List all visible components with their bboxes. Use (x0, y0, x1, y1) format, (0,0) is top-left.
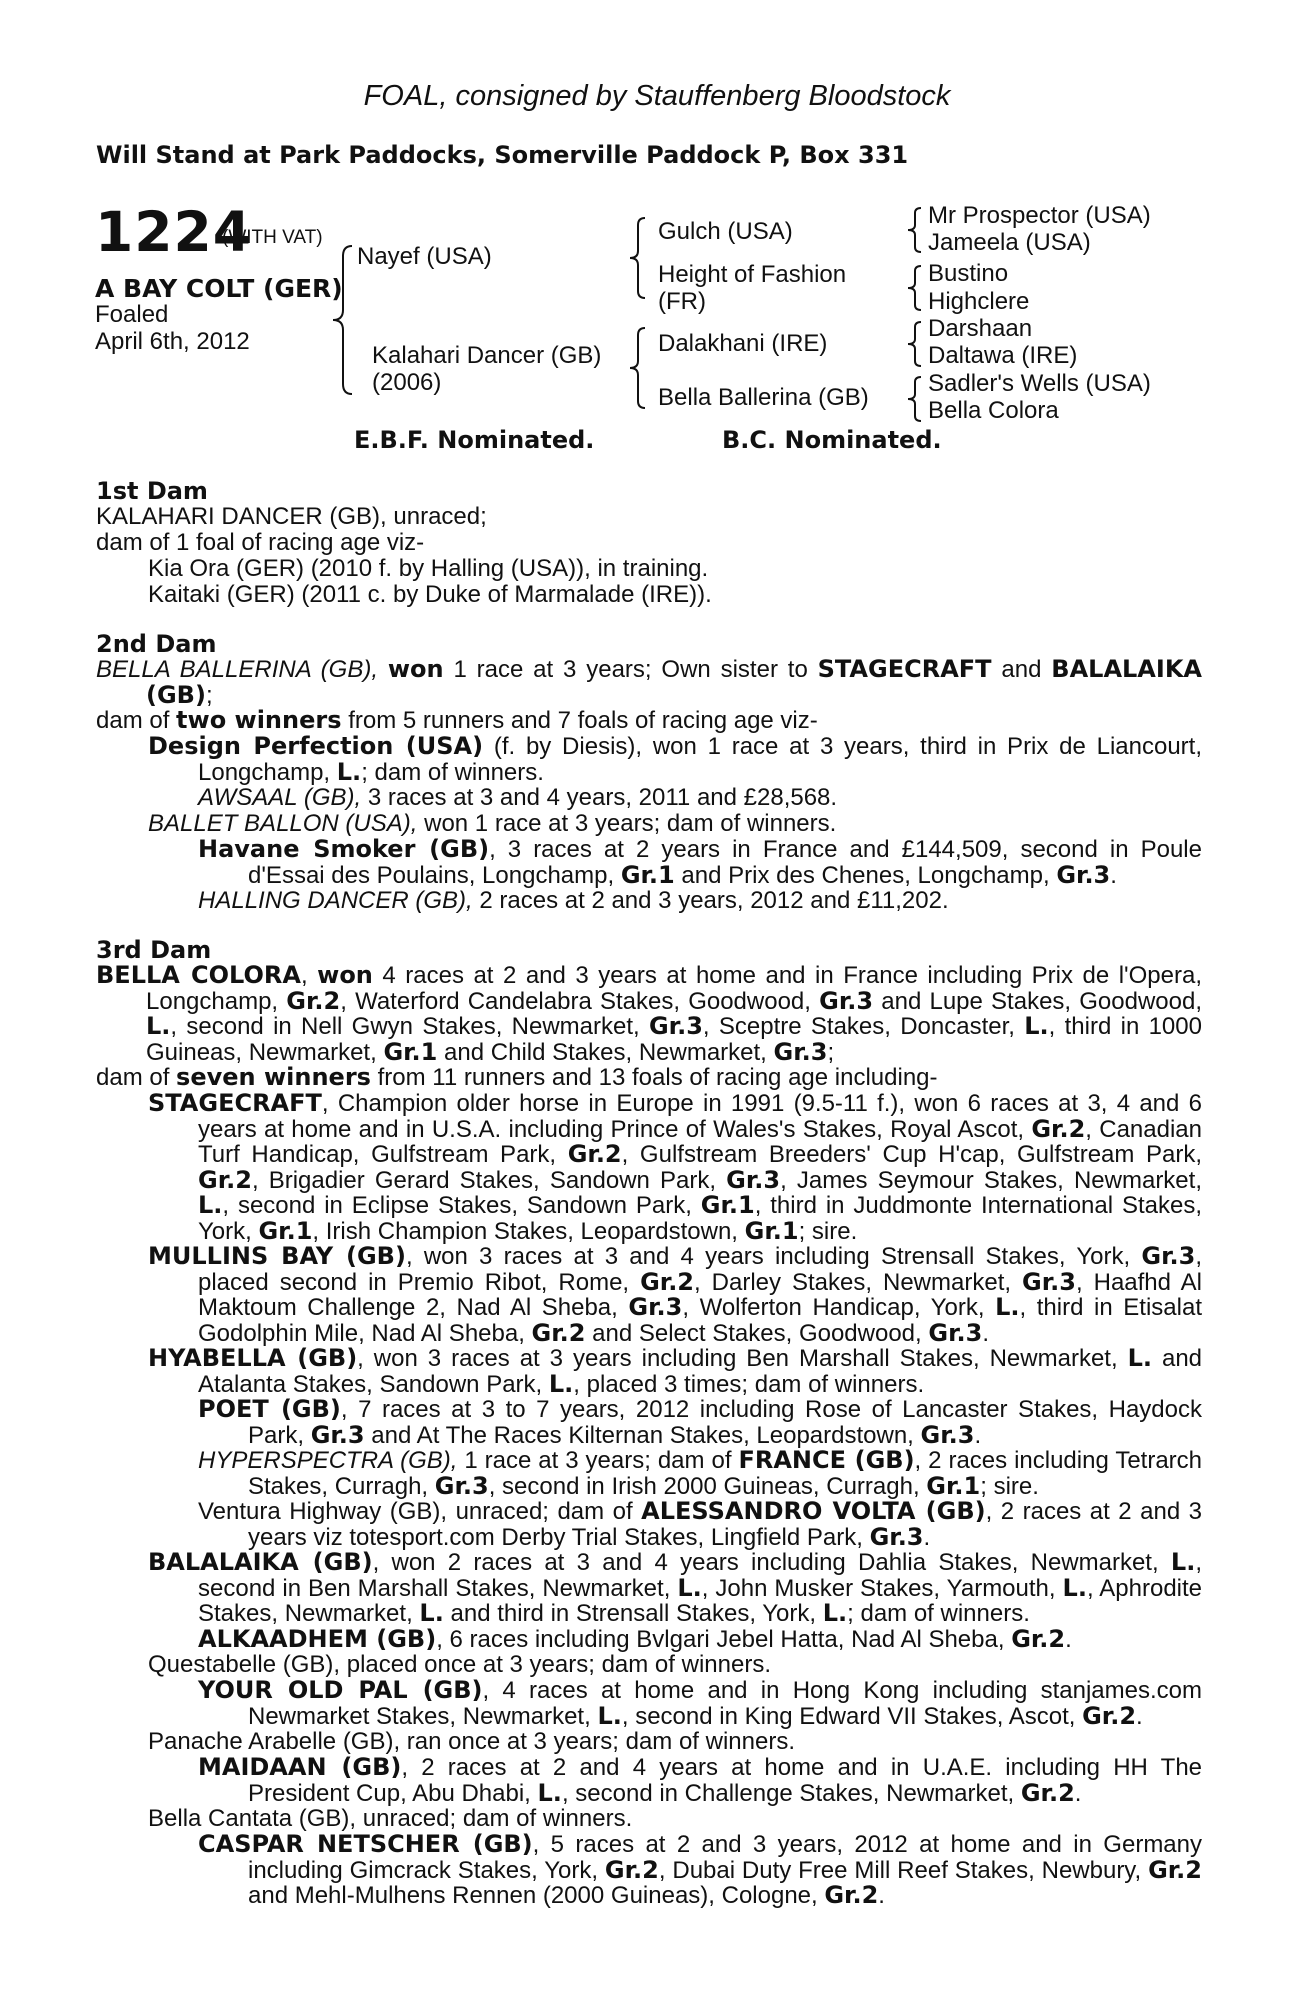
pedigree-brace-dam (627, 326, 649, 410)
third-dam-heading: 3rd Dam (96, 936, 212, 964)
pedigree-table (0, 0, 1314, 460)
sire-dam: Height of Fashion (658, 261, 847, 288)
dam: Kalahari Dancer (GB) (372, 342, 602, 369)
foaled-date: April 6th, 2012 (95, 328, 250, 355)
ancestor-daltawa: Daltawa (IRE) (928, 342, 1078, 369)
dam-sire: Dalakhani (IRE) (658, 330, 828, 357)
produce-mullins-bay: MULLINS BAY (GB), won 3 races at 3 and 4 years including Strensall Stakes, York, Gr.3, placed second in Premio Ribot, Rome, Gr.2, Darley Stakes, Newmarket, Gr.3, Haafhd Al Maktoum Challenge 2, Nad Al Sheba, Gr.3, Wolferton Handicap, York, L., third in Etisalat Godolphin Mile, Nad Al Sheba, Gr.2 and Select Stakes, Goodwood, Gr.3. (148, 1242, 1203, 1347)
third-dam-produce-summary: dam of seven winners from 11 runners and 13 foals of racing age including- (96, 1063, 938, 1091)
first-dam-heading: 1st Dam (96, 477, 208, 505)
vat-label: (WITH VAT) (222, 227, 323, 248)
produce-maidaan: MAIDAAN (GB), 2 races at 2 and 4 years at home and in U.A.E. including HH The President Cup, Abu Dhabi, L., second in Challenge Stakes, Newmarket, Gr.2. (198, 1753, 1203, 1807)
produce-caspar-netscher: CASPAR NETSCHER (GB), 5 races at 2 and 3 years, 2012 at home and in Germany including Gimcrack Stakes, York, Gr.2, Dubai Duty Free Mill Reef Stakes, Newbury, Gr.2 and Mehl-Mulhens Rennen (2000 Guineas), Cologne, Gr.2. (198, 1830, 1203, 1910)
produce-design-perfection: Design Perfection (USA) (f. by Diesis), won 1 race at 3 years, third in Prix de Liancourt, Longchamp, L.; dam of winners. (148, 732, 1203, 786)
pedigree-brace-g2 (905, 264, 925, 312)
produce-halling-dancer: HALLING DANCER (GB), 2 races at 2 and 3 years, 2012 and £11,202. (198, 887, 949, 914)
ancestor-bustino: Bustino (928, 260, 1009, 287)
ebf-nominated: E.B.F. Nominated. (354, 426, 595, 454)
produce-hyabella: HYABELLA (GB), won 3 races at 3 years including Ben Marshall Stakes, Newmarket, L. and Atalanta Stakes, Sandown Park, L., placed 3 times; dam of winners. (148, 1344, 1203, 1398)
bc-nominated: B.C. Nominated. (722, 426, 942, 454)
produce-alkaadhem: ALKAADHEM (GB), 6 races including Bvlgari Jebel Hatta, Nad Al Sheba, Gr.2. (198, 1625, 1072, 1653)
ancestor-darshaan: Darshaan (928, 315, 1033, 342)
sire-dam-suffix: (FR) (658, 288, 706, 315)
ancestor-bella-colora: Bella Colora (928, 397, 1059, 424)
sire-sire: Gulch (USA) (658, 218, 793, 245)
produce-bella-cantata: Bella Cantata (GB), unraced; dam of winners. (148, 1805, 633, 1832)
produce-questabelle: Questabelle (GB), placed once at 3 years; dam of winners. (148, 1651, 771, 1678)
sire: Nayef (USA) (357, 243, 492, 270)
produce-ballet-ballon: BALLET BALLON (USA), won 1 race at 3 years; dam of winners. (148, 810, 837, 837)
first-dam-line: KALAHARI DANCER (GB), unraced; (96, 503, 487, 530)
produce-awsaal: AWSAAL (GB), 3 races at 3 and 4 years, 2011 and £28,568. (198, 784, 838, 811)
lot-name: A BAY COLT (GER) (95, 274, 343, 303)
pedigree-brace-main (330, 244, 356, 396)
produce-hyperspectra: HYPERSPECTRA (GB), 1 race at 3 years; dam of FRANCE (GB), 2 races including Tetrarch Stakes, Curragh, Gr.3, second in Irish 2000 Guineas, Curragh, Gr.1; sire. (198, 1446, 1203, 1500)
produce-panache-arabelle: Panache Arabelle (GB), ran once at 3 years; dam of winners. (148, 1728, 796, 1755)
dam-foaling-year: (2006) (372, 369, 442, 396)
third-dam-entry: BELLA COLORA, won 4 races at 2 and 3 years at home and in France including Prix de l'Opera, Longchamp, Gr.2, Waterford Candelabra Stakes, Goodwood, Gr.3 and Lupe Stakes, Goodwood, L., second in Nell Gwyn Stakes, Newmarket, Gr.3, Sceptre Stakes, Doncaster, L., third in 1000 Guineas, Newmarket, Gr.1 and Child Stakes, Newmarket, Gr.3; (96, 961, 1203, 1066)
ancestor-highclere: Highclere (928, 288, 1030, 315)
produce-balalaika: BALALAIKA (GB), won 2 races at 3 and 4 years including Dahlia Stakes, Newmarket, L., second in Ben Marshall Stakes, Newmarket, L., John Musker Stakes, Yarmouth, L., Aphrodite Stakes, Newmarket, L. and third in Strensall Stakes, York, L.; dam of winners. (148, 1548, 1203, 1628)
first-dam-produce-summary: dam of 1 foal of racing age viz- (96, 529, 425, 556)
foaled-label: Foaled (95, 301, 169, 328)
first-dam-foal: Kia Ora (GER) (2010 f. by Halling (USA)), in training. (148, 555, 709, 582)
pedigree-brace-g3 (905, 320, 925, 368)
pedigree-brace-g4 (905, 375, 925, 423)
lot-number: 1224 (95, 200, 253, 264)
pedigree-brace-sire (627, 216, 649, 300)
consignor-header: FOAL, consigned by Stauffenberg Bloodstock (363, 80, 951, 112)
stabling-location: Will Stand at Park Paddocks, Somerville Paddock P, Box 331 (96, 141, 909, 169)
ancestor-jameela: Jameela (USA) (928, 229, 1091, 256)
second-dam-entry: BELLA BALLERINA (GB), won 1 race at 3 years; Own sister to STAGECRAFT and BALALAIKA (GB); (96, 655, 1202, 709)
second-dam-heading: 2nd Dam (96, 630, 217, 658)
ancestor-sadlers-wells: Sadler's Wells (USA) (928, 370, 1151, 397)
produce-stagecraft: STAGECRAFT, Champion older horse in Europe in 1991 (9.5-11 f.), won 6 races at 3, 4 and 6 years at home and in U.S.A. including Prince of Wales's Stakes, Royal Ascot, Gr.2, Canadian Turf Handicap, Gulfstream Park, Gr.2, Gulfstream Breeders' Cup H'cap, Gulfstream Park, Gr.2, Brigadier Gerard Stakes, Sandown Park, Gr.3, James Seymour Stakes, Newmarket, L., second in Eclipse Stakes, Sandown Park, Gr.1, third in Juddmonte International Stakes, York, Gr.1, Irish Champion Stakes, Leopardstown, Gr.1; sire. (148, 1089, 1203, 1245)
produce-havane-smoker: Havane Smoker (GB), 3 races at 2 years in France and £144,509, second in Poule d'Essai des Poulains, Longchamp, Gr.1 and Prix des Chenes, Longchamp, Gr.3. (198, 835, 1202, 889)
produce-ventura-highway: Ventura Highway (GB), unraced; dam of ALESSANDRO VOLTA (GB), 2 races at 2 and 3 years viz totesport.com Derby Trial Stakes, Lingfield Park, Gr.3. (198, 1497, 1203, 1551)
dam-dam: Bella Ballerina (GB) (658, 384, 869, 411)
produce-your-old-pal: YOUR OLD PAL (GB), 4 races at home and in Hong Kong including stanjames.com Newmarket Stakes, Newmarket, L., second in King Edward VII Stakes, Ascot, Gr.2. (198, 1676, 1202, 1730)
produce-poet: POET (GB), 7 races at 3 to 7 years, 2012 including Rose of Lancaster Stakes, Haydock Park, Gr.3 and At The Races Kilternan Stakes, Leopardstown, Gr.3. (198, 1395, 1202, 1449)
first-dam-foal: Kaitaki (GER) (2011 c. by Duke of Marmalade (IRE)). (148, 581, 712, 608)
second-dam-produce-summary: dam of two winners from 5 runners and 7 foals of racing age viz- (96, 706, 818, 734)
pedigree-brace-g1 (905, 206, 925, 254)
ancestor-mr-prospector: Mr Prospector (USA) (928, 202, 1151, 229)
